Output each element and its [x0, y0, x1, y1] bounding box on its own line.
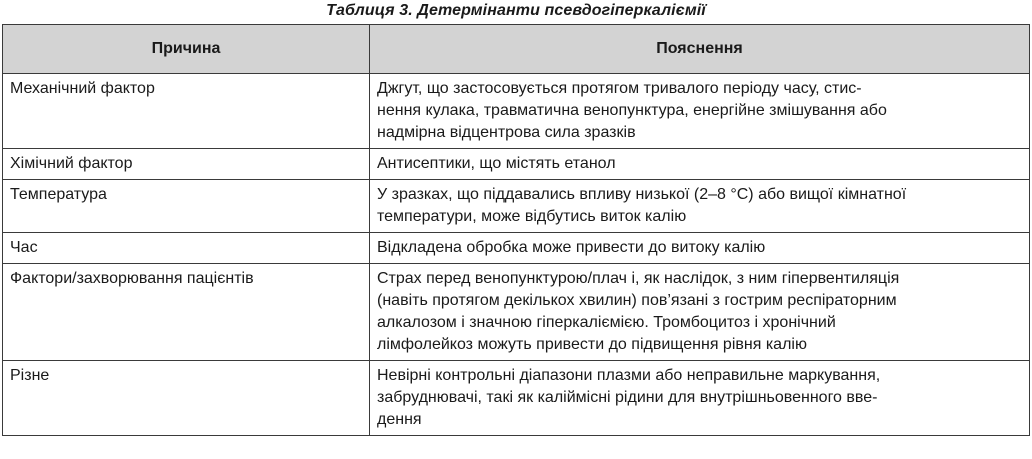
explanation-cell — [370, 180, 1030, 233]
explanation-cell — [370, 361, 1030, 436]
cause-cell: Різне — [3, 361, 370, 436]
determinants-table — [2, 24, 1030, 436]
column-header-cause: Причина — [3, 25, 370, 74]
table-row — [3, 264, 1030, 361]
table-row — [3, 180, 1030, 233]
table-row — [3, 74, 1030, 149]
explanation-line: Відкладена обробка може привести до витоку калію — [377, 239, 766, 256]
cause-cell: Час — [3, 233, 370, 264]
explanation-line: лімфолейкоз можуть привести до підвищення рівня калію — [377, 336, 807, 353]
explanation-line: забруднювачі, такі як каліймісні рідини для внутрішньовенного вве- — [377, 389, 878, 406]
table-header-row — [3, 25, 1030, 74]
column-header-explanation: Пояснення — [370, 25, 1030, 74]
cause-cell: Температура — [3, 180, 370, 233]
table-row — [3, 233, 1030, 264]
explanation-cell — [370, 149, 1030, 180]
explanation-line: надмірна відцентрова сила зразків — [377, 124, 636, 141]
explanation-line: температури, може відбутись виток калію — [377, 208, 687, 225]
cause-cell: Механічний фактор — [3, 74, 370, 149]
explanation-line: дення — [377, 411, 422, 428]
explanation-cell — [370, 264, 1030, 361]
table-title: Таблиця 3. Детермінанти псевдогіперкаліємії — [326, 2, 706, 19]
explanation-line: алкалозом і значною гіперкаліємією. Тромбоцитоз і хронічний — [377, 314, 836, 331]
cause-cell: Хімічний фактор — [3, 149, 370, 180]
explanation-line: нення кулака, травматична венопунктура, енергійне змішування або — [377, 102, 887, 119]
explanation-line: (навіть протягом декількох хвилин) пов’язані з гострим респіраторним — [377, 292, 897, 309]
table-row — [3, 149, 1030, 180]
explanation-cell — [370, 74, 1030, 149]
cause-cell: Фактори/захворювання пацієнтів — [3, 264, 370, 361]
explanation-line: Страх перед венопунктурою/плач і, як наслідок, з ним гіпервентиляція — [377, 270, 900, 287]
explanation-line: Антисептики, що містять етанол — [377, 155, 616, 172]
table-row — [3, 361, 1030, 436]
explanation-line: Джгут, що застосовується протягом тривалого періоду часу, стис- — [377, 80, 862, 97]
explanation-line: Невірні контрольні діапазони плазми або неправильне маркування, — [377, 367, 881, 384]
explanation-cell — [370, 233, 1030, 264]
explanation-line: У зразках, що піддавались впливу низької (2–8 °C) або вищої кімнатної — [377, 186, 907, 203]
